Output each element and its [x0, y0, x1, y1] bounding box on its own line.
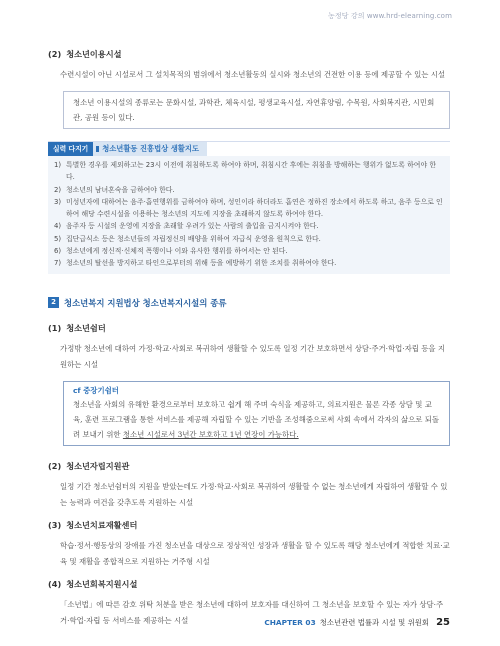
heading-number: (2) [48, 460, 62, 471]
paragraph: 일정 기간 청소년쉼터의 지원을 받았는데도 가정·학교·사회로 복귀하여 생활할 수 없는 청소년에게 자립하여 생활할 수 있는 능력과 여건을 갖추도록 지원하는 시설 [60, 481, 448, 507]
header-site-text: 농정당 강의 www.hrd-elearning.com [327, 12, 452, 20]
heading-number: (4) [48, 578, 62, 589]
list-item: 7) 청소년의 탈선을 방지하고 타인으로부터의 위해 등을 예방하기 위한 조치를 취하여야 한다. [54, 259, 337, 268]
heading-title: 청소년쉼터 [66, 322, 106, 333]
note-box: 청소년 이용시설의 종류로는 문화시설, 과학관, 체육시설, 평생교육시설, 자연휴양림, 수목원, 사회복지관, 시민회관, 공원 등이 있다. [63, 91, 450, 129]
cf-box [63, 381, 450, 446]
page-footer [264, 617, 450, 628]
tip-badge: 실력 다지기 [48, 142, 93, 156]
list-item: 6) 청소년에게 정신적·신체적 폭행이나 이와 유사한 행위를 하여서는 안 된다. [54, 247, 288, 256]
heading-treatment-center [48, 518, 450, 532]
tip-header [48, 142, 450, 156]
tip-box [48, 141, 450, 274]
paragraph: 학습·정서·행동상의 장애를 가진 청소년을 대상으로 정상적인 성장과 생활을 할 수 있도록 해당 청소년에게 적합한 치료·교육 및 재활을 종합적으로 지원하는 거주형 시설 [60, 540, 450, 566]
heading-title: 청소년회복지원시설 [66, 578, 138, 589]
paragraph: 「소년법」에 따른 감호 위탁 처분을 받은 청소년에 대하여 보호자를 대신하여 그 청소년을 보호할 수 있는 자가 상담·주거·학업·자립 등 서비스를 제공하는 시설 [60, 599, 444, 625]
list-item: 4) 음주자 등 시설의 운영에 지장을 초래할 우려가 있는 사람의 출입을 금지시켜야 한다. [54, 222, 319, 231]
cf-text: 청소년을 사회의 유해한 환경으로부터 보호하고 쉽게 해 주며 숙식을 제공하고, 의료지원은 물론 각종 상담 및 교육, 훈련 프로그램을 통한 서비스를 제공해 자립할 수 있는 기반을 조성해줌으로써 사회 속에서 각자의 삶으로 되돌려 보내기 위한 청소년 시설로서 3년간 보호하고 1년 연장이 가능하다. [73, 399, 440, 439]
heading-recovery-facility [48, 577, 450, 591]
section-title: 청소년복지 지원법상 청소년복지시설의 종류 [64, 297, 227, 308]
list-item: 5) 집단급식소 등은 청소년들의 자립정신의 배양을 위하여 자급식 운영을 원칙으로 한다. [54, 234, 321, 243]
paragraph: 가정밖 청소년에 대하여 가정·학교·사회로 복귀하여 생활할 수 있도록 일정 기간 보호하면서 상담·주거·학업·자립 등을 지원하는 시설 [60, 343, 445, 369]
section-number-badge: 2 [48, 297, 59, 308]
footer-chapter: CHAPTER 03 [264, 618, 316, 627]
page-number: 25 [436, 617, 450, 628]
heading-number: (3) [48, 519, 62, 530]
heading-youth-shelter [48, 321, 450, 335]
list-item: 1) 특별한 경우를 제외하고는 23시 이전에 취침하도록 하여야 하며, 취침시간 후에는 취침을 방해하는 행위가 없도록 하여야 한다. [54, 161, 436, 182]
page-body [48, 47, 450, 629]
heading-title: 청소년이용시설 [66, 49, 122, 59]
list-item: 3) 미성년자에 대하여는 음주·흡연행위를 금하여야 하며, 성인이라 하더라도 흡연은 정하진 장소에서 하도록 하고, 음주 등으로 인하여 해당 수련시설을 이용하는 청소년의 지도에 지장을 초래하지 않도록 하여야 한다. [54, 197, 443, 219]
footer-title: 청소년관련 법률과 시설 및 위원회 [319, 618, 430, 627]
heading-youth-use-facility [48, 47, 450, 61]
paragraph: 수련시설이 아닌 시설로서 그 설치목적의 범위에서 청소년활동의 실시와 청소년의 건전한 이용 등에 제공할 수 있는 시설 [60, 70, 446, 79]
heading-number: (1) [48, 322, 62, 333]
underlined-text: 청소년 시설로서 3년간 보호하고 1년 연장이 가능하다. [122, 429, 299, 439]
heading-title: 청소년치료재활센터 [66, 519, 138, 530]
tip-list [48, 156, 450, 274]
heading-number: (2) [48, 49, 62, 59]
heading-title: 청소년자립지원관 [66, 460, 130, 471]
section-heading [48, 295, 450, 311]
list-item: 2) 청소년의 남녀혼숙을 금하여야 한다. [54, 185, 175, 194]
cf-title: cf 중장기쉼터 [73, 385, 119, 395]
tip-title: 청소년활동 진흥법상 생활지도 [93, 142, 207, 156]
heading-independence-center [48, 459, 450, 473]
